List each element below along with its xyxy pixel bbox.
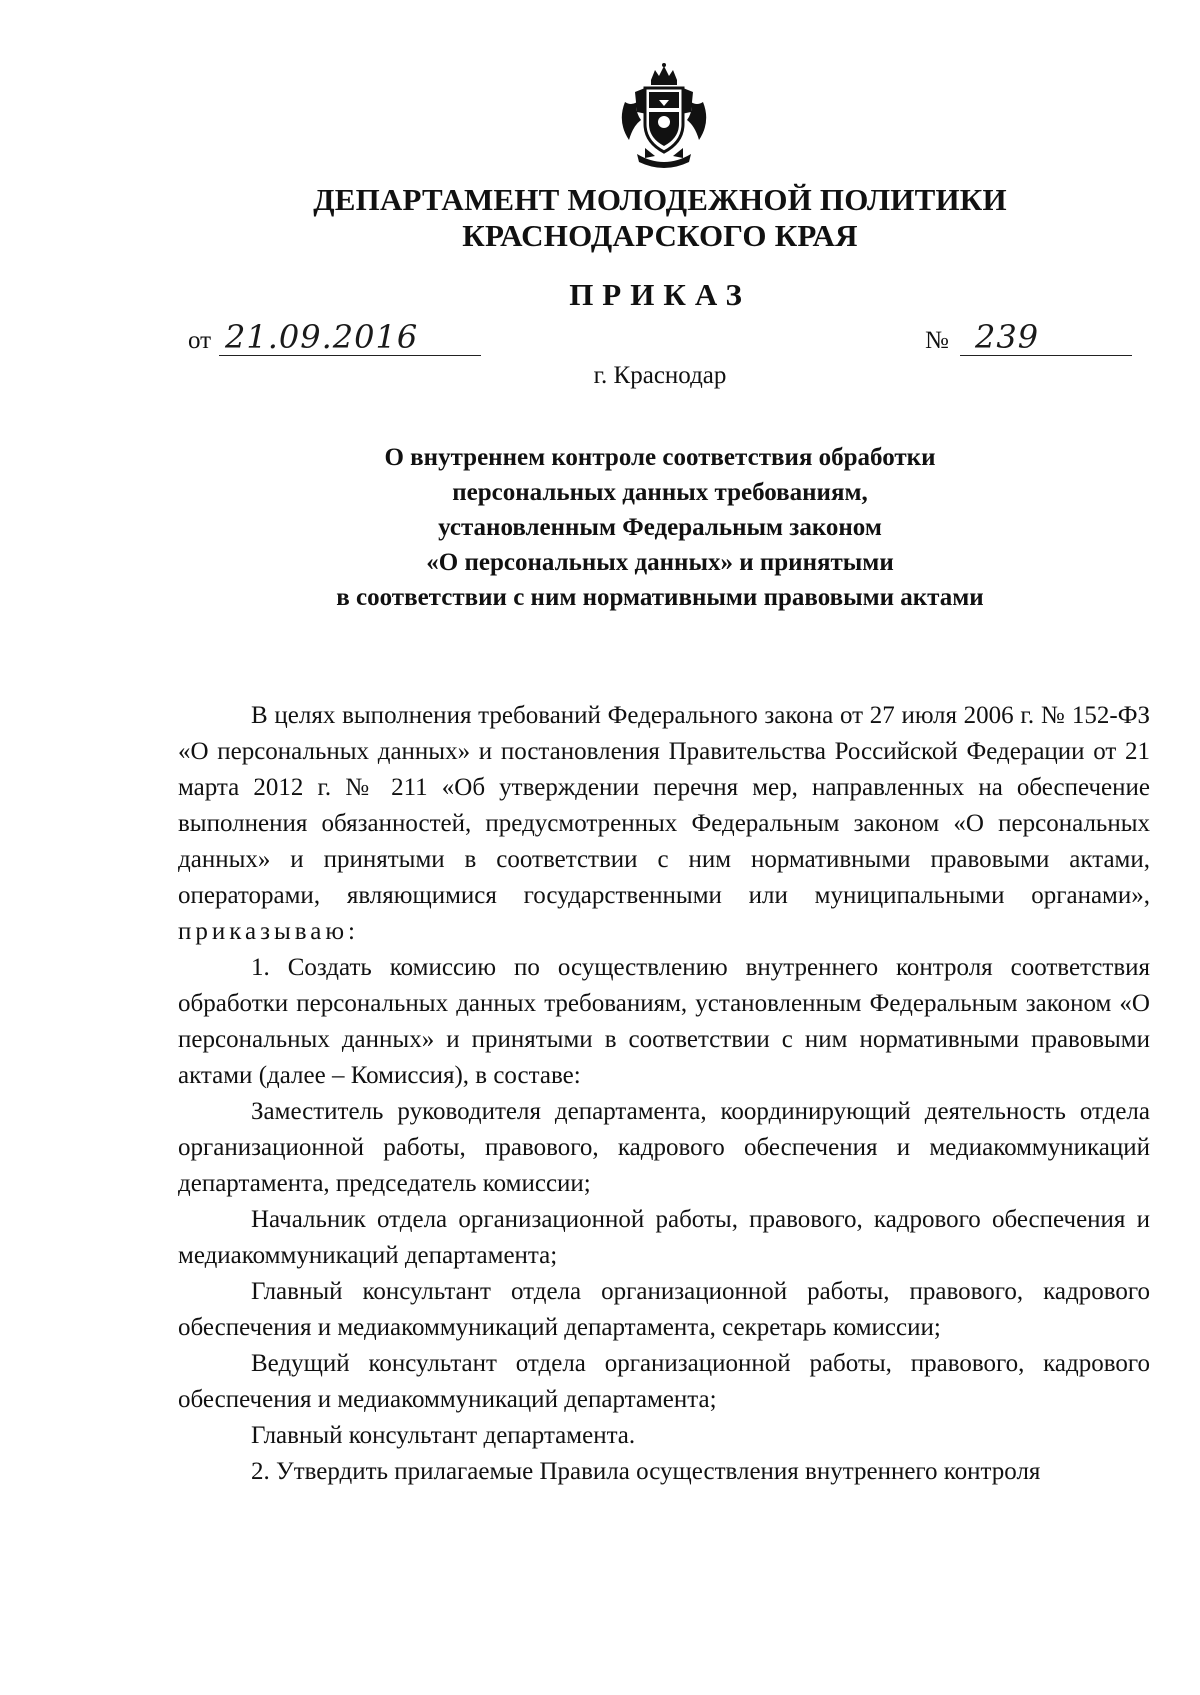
- number-prefix: №: [925, 327, 949, 354]
- commission-member: Начальник отдела организационной работы, правового, кадрового обеспечения и медиакоммуникаций департамента;: [178, 1206, 1150, 1269]
- document-type-heading: ПРИКАЗ: [569, 277, 751, 312]
- number-underline: [960, 355, 1132, 356]
- commission-member: Ведущий консультант отдела организационной работы, правового, кадрового обеспечения и медиакоммуникаций департамента;: [178, 1350, 1150, 1413]
- handwritten-number: 239: [975, 318, 1040, 356]
- date-prefix: от: [188, 327, 212, 354]
- preamble-paragraph: [178, 698, 1150, 950]
- title-line: установленным Федеральным законом: [438, 514, 882, 541]
- department-name-line1: ДЕПАРТАМЕНТ МОЛОДЕЖНОЙ ПОЛИТИКИ: [313, 182, 1007, 217]
- commission-member: Заместитель руководителя департамента, координирующий деятельность отдела организационной работы, правового, кадрового обеспечения и медиакоммуникаций департамента, председатель комиссии;: [178, 1098, 1150, 1197]
- document-body: [178, 698, 1150, 1490]
- order-word: приказываю:: [178, 918, 359, 945]
- date-underline: [219, 355, 481, 356]
- handwritten-date: 21.09.2016: [225, 318, 419, 356]
- coat-of-arms-emblem: [615, 62, 713, 174]
- item-1-paragraph: 1. Создать комиссию по осуществлению внутреннего контроля соответствия обработки персональных данных требованиям, установленным Федеральным законом «О персональных данных» и принятыми в соответствии с ним нормативными правовыми актами (далее – Комиссия), в составе:: [178, 954, 1150, 1089]
- commission-member: Главный консультант департамента.: [251, 1422, 636, 1449]
- title-line: в соответствии с ним нормативными правовыми актами: [336, 584, 984, 611]
- document-title: [60, 440, 1200, 615]
- department-name-line2: КРАСНОДАРСКОГО КРАЯ: [462, 218, 858, 253]
- title-line: персональных данных требованиям,: [452, 479, 868, 506]
- preamble-text: В целях выполнения требований Федерального закона от 27 июля 2006 г. № 152-ФЗ «О персональных данных» и постановления Правительства Российской Федерации от 21 марта 2012 г. № 211 «Об утверждении перечня мер, направленных на обеспечение выполнения обязанностей, предусмотренных Федеральным законом «О персональных данных» и принятыми в соответствии с ним нормативными правовыми актами, операторами, являющимися государственными или муниципальными органами»,: [178, 702, 1150, 909]
- commission-member: Главный консультант отдела организационной работы, правового, кадрового обеспечения и медиакоммуникаций департамента, секретарь комиссии;: [178, 1278, 1150, 1341]
- item-2-paragraph: 2. Утвердить прилагаемые Правила осуществления внутреннего контроля: [251, 1458, 1041, 1485]
- title-line: О внутреннем контроле соответствия обработки: [384, 444, 936, 471]
- title-line: «О персональных данных» и принятыми: [426, 549, 894, 576]
- city-location: г. Краснодар: [593, 362, 727, 389]
